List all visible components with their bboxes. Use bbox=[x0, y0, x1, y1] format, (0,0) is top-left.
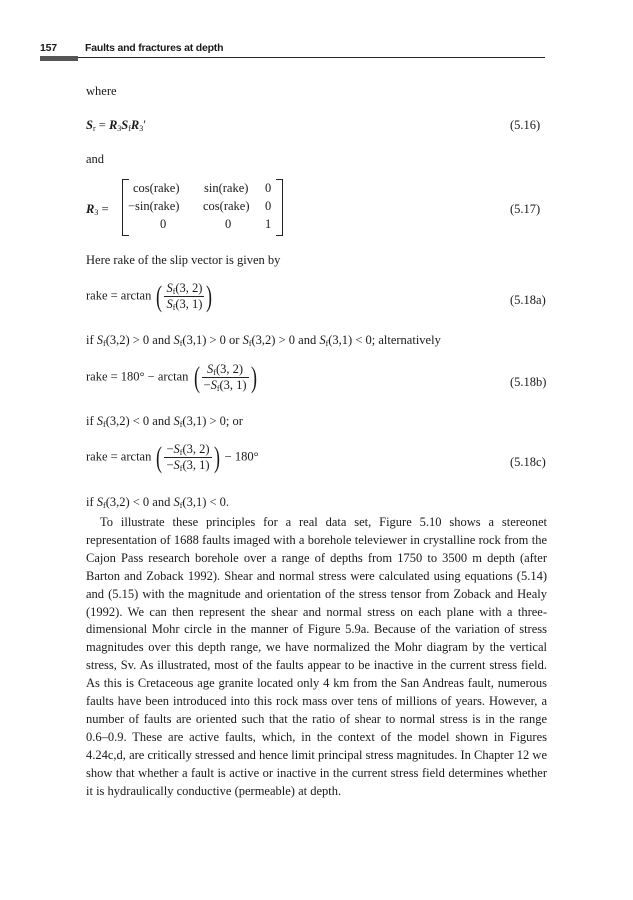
body-paragraph-text: To illustrate these principles for a real data set, Figure 5.10 shows a stereonet representation of 1688 faults imaged with a borehole televiewer in crystalline rock from the Cajon Pass research borehole over a range of depths from 1750 to 3500 m depth (after Barton and Zoback 1992). Shear and normal stress were calculated using equations (5.14) and (5.15) with the magnitude and orientation of the stress tensor from Zoback and Healy (1992). We can then represent the shear and normal stress on each plane with a three-dimensional Mohr circle in the manner of Figure 5.9a. Because of the variation of stress magnitudes over this depth range, we have normalized the Mohr diagram by the vertical stress, Sv. As illustrated, most of the faults appear to be inactive in the current stress field. As this is Cretaceous age granite located only 4 km from the San Andreas fault, numerous faults have been introduced into this rock mass over tens of millions of years. However, a number of faults are oriented such that the ratio of shear to normal stress is in the range 0.6–0.9. These are active faults, which, in the context of the model shown in Figures 4.24c,d, are critically stressed and hence limit principal stress magnitudes. In Chapter 12 we show that whether a fault is active or inactive in the current stress field determines whether it is hydraulically conductive (permeable) at depth. bbox=[86, 515, 547, 798]
text-condition-a: if $S_f(3,2) > 0$ and $S_f(3,1) > 0$ or $S_f(3,2) > 0$ and $S_f(3,1) < 0$; alternatively bbox=[86, 333, 441, 348]
equation-number-5-17: (5.17) bbox=[510, 202, 541, 216]
matrix-cell: sin(rake) bbox=[204, 181, 249, 195]
text-condition-b: if $S_f(3,2) < 0$ and $S_f(3,1) > 0$; or bbox=[86, 414, 243, 429]
page-number: 157 bbox=[40, 42, 57, 54]
matrix-cell: cos(rake) bbox=[133, 181, 180, 195]
matrix-bracket-right bbox=[276, 179, 283, 236]
text-where: where bbox=[86, 84, 117, 98]
running-title: Faults and fractures at depth bbox=[85, 42, 224, 54]
matrix-cell: 0 bbox=[225, 217, 232, 231]
matrix-cell: 0 bbox=[160, 217, 167, 231]
header-rule bbox=[40, 57, 545, 58]
equation-number-5-18b: (5.18b) bbox=[510, 375, 547, 389]
equation-5-18b: rake = 180° − arctan ( $\frac{S_f(3, 2)}{-S_f(3, 1)}$ ) bbox=[86, 360, 257, 394]
equation-number-5-18a: (5.18a) bbox=[510, 293, 546, 307]
matrix-cell: 1 bbox=[265, 217, 272, 231]
text-condition-c: if $S_f(3,2) < 0$ and $S_f(3,1) < 0$. bbox=[86, 495, 230, 510]
equation-number-5-18c: (5.18c) bbox=[510, 455, 546, 469]
matrix-cell: 0 bbox=[265, 199, 272, 213]
text-rake-intro: Here rake of the slip vector is given by bbox=[86, 253, 281, 267]
equation-number-5-16: (5.16) bbox=[510, 118, 541, 132]
matrix-cell: −sin(rake) bbox=[128, 199, 180, 213]
text-and: and bbox=[86, 152, 105, 166]
body-paragraph bbox=[86, 514, 547, 801]
header-rule-accent bbox=[40, 56, 78, 61]
equation-5-18a: rake = arctan ( $\frac{S_f(3, 2)}{S_f(3, 1)}$ ) bbox=[86, 279, 213, 313]
equation-5-17-lhs: $R_3$ = bbox=[86, 202, 109, 217]
equation-5-18c: rake = arctan ( $\frac{-S_f(3, 2)}{-S_f(3, 1)}$ ) − 180° bbox=[86, 440, 259, 474]
matrix-cell: cos(rake) bbox=[203, 199, 250, 213]
matrix-cell: 0 bbox=[265, 181, 272, 195]
equation-5-16: $S_r = R_3S_fR_3'$ bbox=[86, 118, 146, 133]
